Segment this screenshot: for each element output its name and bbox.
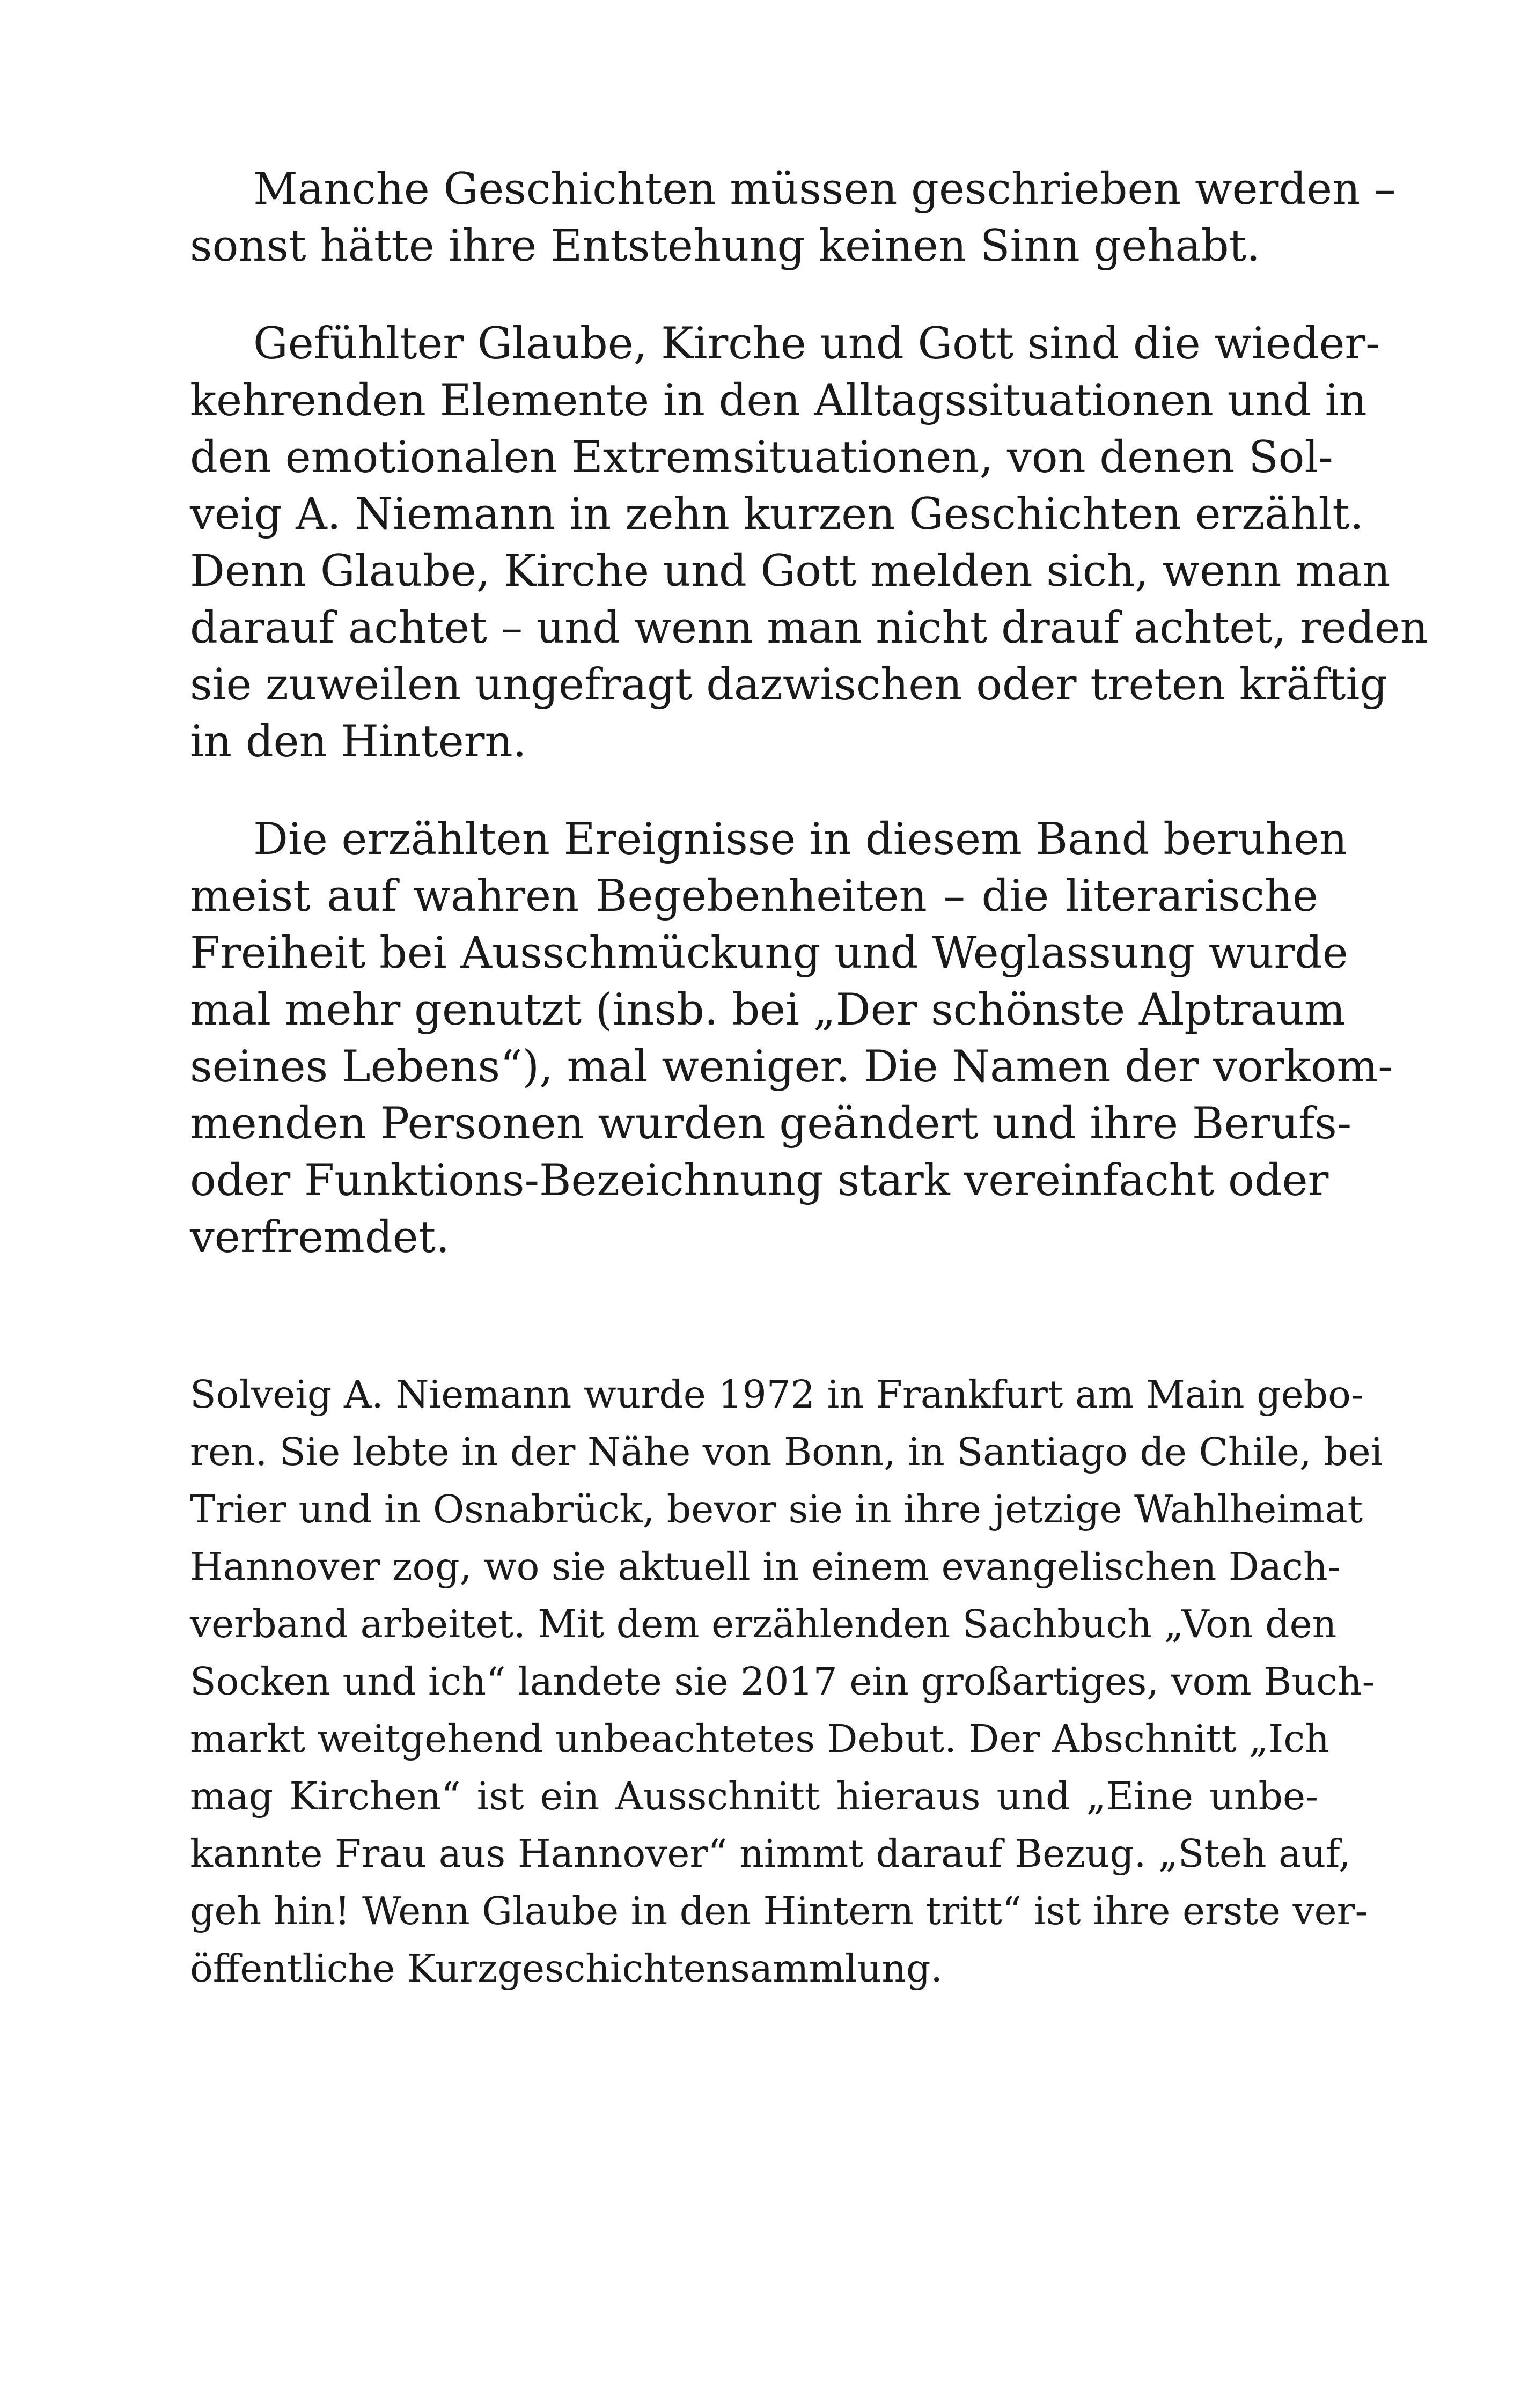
text-line: meist auf wahren Begebenheiten – die literarische — [190, 871, 1318, 922]
bio-line: ren. Sie lebte in der Nähe von Bonn, in Santiago de Chile, bei — [190, 1430, 1383, 1474]
text-line: mal mehr genutzt (insb. bei „Der schönste Alptraum — [190, 985, 1346, 1035]
bio-line: geh hin! Wenn Glaube in den Hintern tritt“ ist ihre erste ver- — [190, 1889, 1368, 1933]
bio-line: Hannover zog, wo sie aktuell in einem evangelischen Dach- — [190, 1544, 1341, 1589]
bio-line: Solveig A. Niemann wurde 1972 in Frankfurt am Main gebo- — [190, 1372, 1364, 1417]
intro-paragraph-3 — [190, 811, 1393, 1266]
text-line: Denn Glaube, Kirche und Gott melden sich, wenn man — [190, 546, 1391, 597]
text-line: kehrenden Elemente in den Alltagssituationen und in — [190, 375, 1367, 426]
book-page — [190, 161, 1428, 1997]
text-line: sie zuweilen ungefragt dazwischen oder treten kräftig — [190, 660, 1388, 710]
author-bio — [190, 1366, 1383, 1997]
bio-line: markt weitgehend unbeachtetes Debut. Der Abschnitt „Ich — [190, 1717, 1329, 1761]
text-line: Freiheit bei Ausschmückung und Weglassung wurde — [190, 928, 1348, 978]
text-line: menden Personen wurden geändert und ihre Berufs- — [190, 1099, 1352, 1149]
text-line: Gefühlter Glaube, Kirche und Gott sind die wieder- — [253, 319, 1380, 369]
bio-line: verband arbeitet. Mit dem erzählenden Sachbuch „Von den — [190, 1602, 1337, 1646]
text-line: verfremdet. — [190, 1212, 450, 1263]
text-line: veig A. Niemann in zehn kurzen Geschichten erzählt. — [190, 489, 1364, 540]
text-line: Die erzählten Ereignisse in diesem Band beruhen — [253, 814, 1348, 865]
text-line: seines Lebens“), mal weniger. Die Namen der vorkom- — [190, 1042, 1393, 1092]
bio-line: öffentliche Kurzgeschichtensammlung. — [190, 1946, 943, 1991]
paragraph-gap — [190, 770, 1318, 811]
text-line: oder Funktions-Bezeichnung stark vereinfacht oder — [190, 1155, 1329, 1206]
text-line: den emotionalen Extremsituationen, von denen Sol- — [190, 432, 1333, 483]
paragraph-gap — [190, 275, 1318, 315]
intro-paragraph-1 — [190, 161, 1396, 275]
bio-line: Socken und ich“ landete sie 2017 ein großartiges, vom Buch- — [190, 1659, 1375, 1704]
text-line: in den Hintern. — [190, 717, 527, 767]
text-line: darauf achtet – und wenn man nicht drauf achtet, reden — [190, 603, 1428, 653]
bio-line: mag Kirchen“ ist ein Ausschnitt hieraus und „Eine unbe- — [190, 1774, 1318, 1818]
bio-line: kannte Frau aus Hannover“ nimmt darauf Bezug. „Steh auf, — [190, 1831, 1351, 1876]
text-line: sonst hätte ihre Entstehung keinen Sinn gehabt. — [190, 221, 1260, 271]
text-line: Manche Geschichten müssen geschrieben werden – — [253, 164, 1396, 215]
intro-paragraph-2 — [190, 315, 1428, 770]
bio-line: Trier und in Osnabrück, bevor sie in ihre jetzige Wahlheimat — [190, 1487, 1363, 1531]
